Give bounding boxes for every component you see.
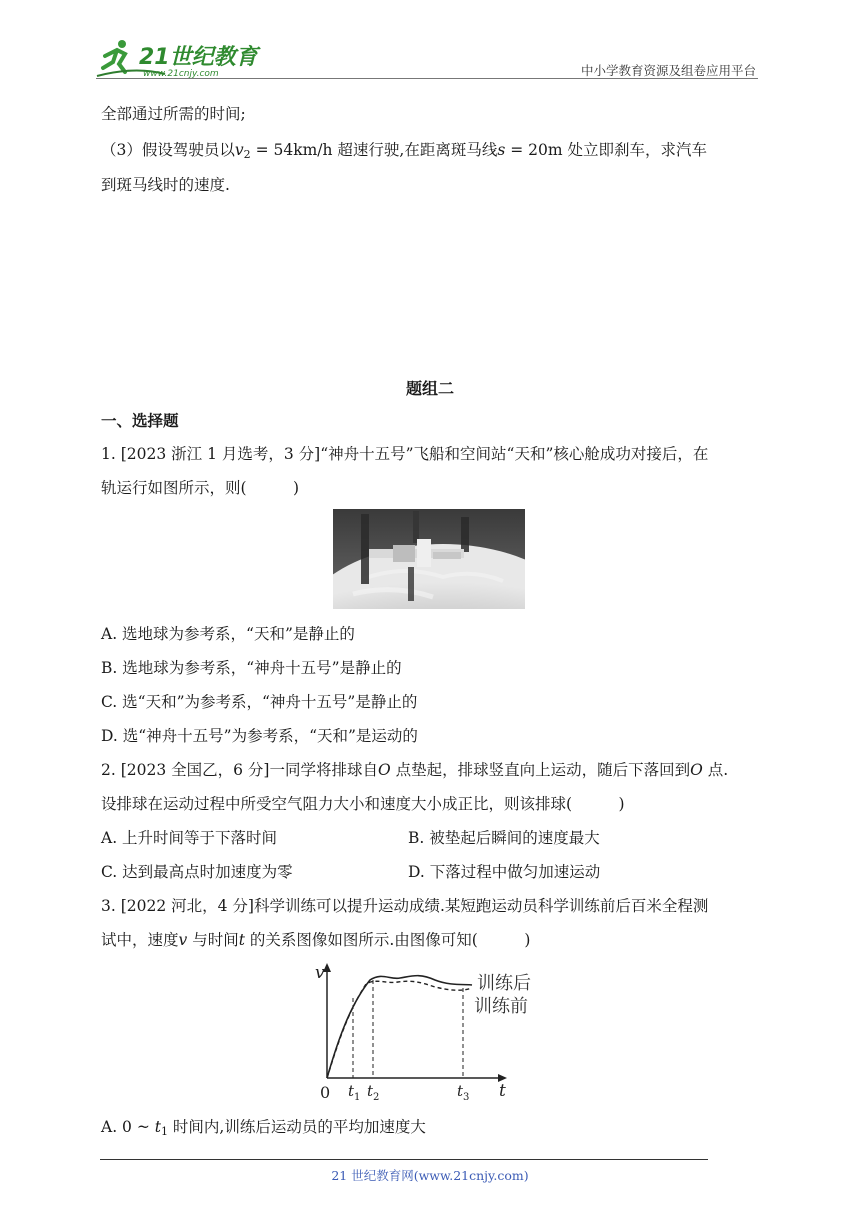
q3-option-a: A. 0 ~ $t_1$ 时间内,训练后运动员的平均加速度大 [101, 1118, 426, 1138]
before-training-curve [327, 981, 472, 1078]
logo-url: www.21cnjy.com [143, 69, 219, 79]
site-logo [95, 36, 265, 80]
q1-option-b: B. 选地球为参考系，“神舟十五号”是静止的 [101, 659, 402, 677]
header-divider [96, 78, 758, 79]
after-training-curve [327, 976, 472, 1078]
q3-stem-line1: 3. [2022 河北，4 分]科学训练可以提升运动成绩.某短跑运动员科学训练前后百米全程测 [101, 897, 709, 915]
q2-option-b: B. 被垫起后瞬间的速度最大 [408, 829, 600, 847]
q3-stem-line2: 试中，速度v 与时间t 的关系图像如图所示.由图像可知( ) [101, 931, 531, 949]
q1-stem-line1: 1. [2023 浙江 1 月选考，3 分]“神舟十五号”飞船和空间站“天和”核心舱成功对接后，在 [101, 445, 709, 463]
q2-option-a: A. 上升时间等于下落时间 [101, 829, 278, 847]
q2-stem-line2: 设排球在运动过程中所受空气阻力大小和速度大小成正比，则该排球( ) [101, 795, 625, 813]
prev-question-tail: 全部通过所需的时间; [101, 105, 246, 123]
q3-line1: （3）假设驾驶员以$v_2 = 54km/h$ 超速行驶,在距离斑马线s = 20m 处立即刹车，求汽车 [101, 141, 708, 161]
y-axis-label: v [315, 963, 325, 983]
q2-option-c: C. 达到最高点时加速度为零 [101, 863, 293, 881]
footer-text: 21 世纪教育网(www.21cnjy.com) [331, 1168, 529, 1183]
tick-t2: $t_2$ [367, 1082, 380, 1103]
label-after-training: 训练后 [477, 973, 531, 994]
q1-option-d: D. 选“神舟十五号”为参考系，“天和”是运动的 [101, 727, 418, 745]
q1-stem-line2: 轨运行如图所示，则( ) [101, 479, 300, 497]
tick-t1: $t_1$ [348, 1082, 361, 1103]
subsection-title: 一、选择题 [101, 411, 179, 430]
label-before-training: 训练前 [474, 996, 528, 1017]
q2-option-d: D. 下落过程中做匀加速运动 [408, 863, 601, 881]
x-axis-label: t [499, 1081, 506, 1101]
header-tagline: 中小学教育资源及组卷应用平台 [580, 63, 756, 78]
section-title: 题组二 [405, 379, 454, 398]
q1-option-c: C. 选“天和”为参考系，“神舟十五号”是静止的 [101, 693, 418, 711]
space-station-photo [333, 509, 525, 609]
origin-label: 0 [320, 1083, 331, 1102]
velocity-time-graph [300, 960, 560, 1108]
q2-stem-line1: 2. [2023 全国乙，6 分]一同学将排球自O 点垫起，排球竖直向上运动，随后下落回到O 点. [101, 761, 729, 779]
logo-text: 21世纪教育 [139, 45, 258, 70]
tick-t3: $t_3$ [457, 1082, 470, 1103]
q1-option-a: A. 选地球为参考系，“天和”是静止的 [101, 625, 355, 643]
footer-divider [100, 1159, 708, 1160]
q3-line2: 到斑马线时的速度. [101, 176, 230, 194]
